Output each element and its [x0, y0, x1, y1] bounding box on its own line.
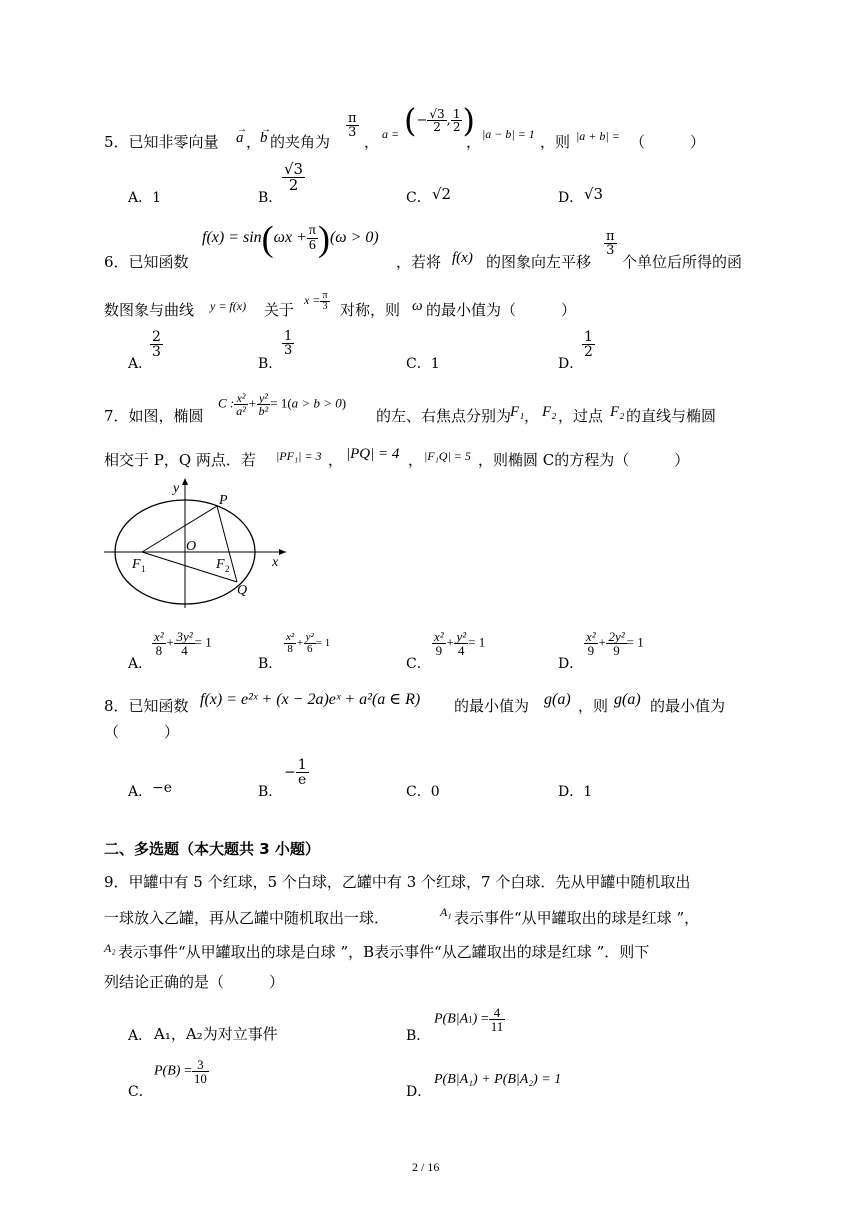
- q9-option-a-value: A₁，A₂为对立事件: [154, 1025, 278, 1043]
- q5-abs-diff: |a − b| = 1: [482, 127, 535, 141]
- document-page: 5．已知非零向量 → a ， → b 的夹角为 $\frac{\pi}{3}$ ， a = (− $\frac{√3}{2}$ , $\frac{1}{2}$ ) ， |a − b| = 1 ，则 |a + b| = （ ） A．1 B． $\frac{√3}{2}$ C． √2 D． √3 6．已知函数 f(x) = sin(ωx + $\frac{\pi}{6}$ )(ω > 0) ，若将 f(x) 的图象向左平移 $\frac{\pi}{3}$ 个单位后所得的函 数图象与曲线 y = f(x) 关于 x = $\frac{\pi}{3}$ 对称，则 ω 的最小值为（ ） A． $\frac{2}{3}$ B． $\frac{1}{3}$ C．1 D． $\frac{1}{2}$ 7．如图，椭圆 C : $\frac{\text{x²}}{\text{a²}}$ + $\frac{\text{y²}}{\text{b²}}$ = 1(a > b > 0) 的左、右焦点分别为 F₁ ， F₂ ，过点 F₂ 的直线与椭圆 相交于 P，Q 两点．若 |PF₁| = 3 ， |PQ| = 4 ， |F₁Q| = 5 ，则椭圆 C的方程为（ ） y P O F 1 F 2 x Q A． $\frac{\text{x²}}{8}$ + $\frac{\text{3y²}}{4}$ = 1 B． $\frac{\text{x²}}{8}$ + $\frac{\text{y²}}{6}$ = 1 C． $\frac{\text{x²}}{9}$ + $\frac{\text{y²}}{4}$ = 1 D． $\frac{\text{x²}}{9}$ + $\frac{\text{2y²}}{9}$ = 1 8．已知函数 f(x) = e²ˣ + (x − 2a)eˣ + a²(a ∈ R) 的最小值为 g(a) ，则 g(a) 的最小值为 （ ） A． −e B． − $\frac{1}{e}$ C．0 D．1 二、多选题（本大题共 3 小题） 9．甲罐中有 5 个红球，5 个白球，乙罐中有 3 个红球，7 个白球．先从甲罐中随机取出 一球放入乙罐，再从乙罐中随机取出一球． A₁ 表示事件“从甲罐取出的球是红球 ”， A₂ 表示事件“从甲罐取出的球是白球 ”，B表示事件“从乙罐取出的球是红球 ”．则下 列结论正确的是（ ） A． A₁，A₂为对立事件 B． P(B|A1) = $\frac{4}{11}$ C． P(B) = $\frac{3}{10}$ D． P(B|A₁) + P(B|A₂) = 1 2 / 16: [0, 0, 867, 1227]
- q5-vector-a-def: a =: [382, 127, 400, 141]
- q9-option-d-label: D．: [406, 1084, 432, 1100]
- q6-option-a-label: A．: [128, 356, 153, 372]
- q9-option-b-value: P(B|A1) = $\frac{4}{11}$: [434, 1005, 504, 1034]
- q5-paren: （ ）: [630, 133, 706, 151]
- q9-a1: A₁: [440, 905, 452, 919]
- q8-function: f(x) = e²ˣ + (x − 2a)eˣ + a²(a ∈ R): [200, 691, 421, 708]
- label-y: y: [173, 481, 180, 496]
- label-x: x: [272, 555, 279, 570]
- q5-option-d-value: √3: [584, 185, 604, 203]
- q7-f1q: |F₁Q| = 5: [424, 449, 471, 463]
- q7-option-a-value: $\frac{\text{x²}}{8}$ + $\frac{\text{3y²}}{4}$ = 1: [154, 629, 212, 658]
- q6-line2: 数图象与曲线: [104, 301, 195, 319]
- q7-line2: 相交于 P，Q 两点．若: [104, 451, 256, 469]
- q7-option-d-value: $\frac{\text{x²}}{9}$ + $\frac{\text{2y²}}{9}$ = 1: [586, 629, 644, 658]
- q9-line3: 表示事件“从甲罐取出的球是白球 ”，B表示事件“从乙罐取出的球是红球 ”．则下: [118, 943, 650, 961]
- q6-mid: ，若将: [396, 253, 442, 271]
- q6-shift-frac: $\frac{\pi}{3}$: [606, 229, 615, 258]
- q5-option-c-value: √2: [432, 185, 452, 203]
- q8-stem: 8．已知函数: [104, 697, 189, 715]
- q5-vector-a-value: (− $\frac{√3}{2}$ , $\frac{1}{2}$ ): [404, 101, 475, 140]
- q8-option-c: C．0: [406, 784, 440, 800]
- q5-angle-frac: $\frac{\pi}{3}$: [348, 111, 357, 140]
- q8-option-b-value: − $\frac{1}{e}$: [284, 757, 307, 788]
- label-f1-sub: 1: [141, 564, 146, 574]
- q7-foci-text: 的左、右焦点分别为: [376, 407, 512, 425]
- q8-ga: g(a): [544, 691, 571, 708]
- q6-omega: ω: [412, 298, 423, 314]
- q6-shift-text: 的图象向左平移: [486, 253, 592, 271]
- q9-a2: A₂: [104, 941, 116, 955]
- q8-option-a-label: A．: [128, 784, 153, 800]
- label-q: Q: [237, 583, 248, 598]
- q6-stem: 6．已知函数: [104, 253, 189, 271]
- q9-option-b-label: B．: [406, 1028, 431, 1044]
- q9-option-d-value: P(B|A₁) + P(B|A₂) = 1: [434, 1072, 562, 1087]
- q8-ask: 的最小值为: [650, 697, 726, 715]
- q6-option-c: C．1: [406, 356, 440, 372]
- q9-line4: 列结论正确的是（ ）: [104, 973, 285, 991]
- q8-ga-again: g(a): [614, 691, 641, 708]
- q9-option-c-label: C．: [128, 1084, 153, 1100]
- q8-option-a-value: −e: [152, 780, 173, 796]
- q9-line2a: 一球放入乙罐，再从乙罐中随机取出一球．: [104, 909, 390, 927]
- section-heading-multi-choice: 二、多选题（本大题共 3 小题）: [104, 840, 320, 858]
- q9-option-c-value: P(B) = $\frac{3}{10}$: [154, 1057, 207, 1086]
- q6-option-a-value: $\frac{2}{3}$: [152, 329, 161, 360]
- q6-option-b-label: B．: [258, 356, 283, 372]
- q7-ellipse-figure: [100, 474, 300, 608]
- q7-option-b-value: $\frac{\text{x²}}{8}$ + $\frac{\text{y²}}{6}$ = 1: [286, 631, 331, 655]
- q8-paren: （ ）: [104, 723, 180, 741]
- q6-about: 关于: [264, 301, 295, 319]
- q8-mid: 的最小值为: [454, 697, 530, 715]
- q7-f2-again: F₂: [610, 404, 625, 420]
- q5-option-b-value: $\frac{√3}{2}$: [284, 160, 304, 194]
- q6-tail: 个单位后所得的函: [622, 253, 743, 271]
- q6-fx: f(x): [452, 250, 473, 266]
- q7-pq: |PQ| = 4: [346, 446, 400, 462]
- q7-option-a-label: A．: [128, 656, 153, 672]
- q7-ask: ，则椭圆 C的方程为（ ）: [478, 451, 690, 469]
- label-f1: F: [132, 557, 141, 572]
- q6-curve: y = f(x): [210, 299, 247, 313]
- q5-then: ，则: [540, 133, 571, 151]
- q7-ellipse-eq: C : $\frac{\text{x²}}{\text{a²}}$ + $\frac{\text{y²}}{\text{b²}}$ = 1(a > b > 0): [218, 391, 347, 418]
- q7-option-c-value: $\frac{\text{x²}}{9}$ + $\frac{\text{y²}}{4}$ = 1: [434, 629, 486, 658]
- q5-option-d-label: D．: [558, 190, 584, 206]
- q9-option-a-label: A．: [128, 1028, 153, 1044]
- label-o: O: [186, 539, 197, 554]
- q7-option-b-label: B．: [258, 656, 283, 672]
- x-axis-arrow: [279, 549, 286, 555]
- label-f2-sub: 2: [225, 564, 230, 574]
- q7-stem: 7．如图，椭圆: [104, 407, 204, 425]
- q5-comma: ，: [246, 133, 262, 151]
- q7-option-c-label: C．: [406, 656, 431, 672]
- q6-option-d-label: D．: [558, 356, 584, 372]
- q7-line-text: 的直线与椭圆: [626, 407, 717, 425]
- q7-pf1: |PF₁| = 3: [276, 449, 322, 463]
- q8-then: ，则: [578, 697, 609, 715]
- q6-option-d-value: $\frac{1}{2}$: [584, 329, 593, 360]
- q6-sym: 对称，则: [340, 301, 401, 319]
- q8-option-d: D．1: [558, 784, 593, 800]
- q5-abs-sum: |a + b| =: [576, 129, 620, 143]
- q6-x-eq: x = $\frac{\pi}{3}$: [304, 289, 328, 312]
- page-number: 2 / 16: [412, 1160, 440, 1174]
- q6-function: f(x) = sin(ωx + $\frac{\pi}{6}$ )(ω > 0): [202, 218, 379, 259]
- q9-line2b: 表示事件“从甲罐取出的球是红球 ”，: [454, 909, 700, 927]
- q5-vector-b: → b: [260, 124, 271, 146]
- segment-f1p: [142, 506, 217, 552]
- q5-angle-text: 的夹角为: [270, 133, 331, 151]
- q5-option-b-label: B．: [258, 190, 283, 206]
- label-p: P: [219, 493, 228, 508]
- q5-option-c-label: C．: [406, 190, 431, 206]
- q7-f2: F₂: [542, 404, 557, 420]
- q5-stem: 5．已知非零向量: [104, 133, 219, 151]
- q5-option-a: A．1: [128, 190, 162, 206]
- q6-option-b-value: $\frac{1}{3}$: [284, 329, 293, 358]
- label-f2: F: [216, 557, 225, 572]
- y-axis-arrow: [182, 478, 188, 485]
- q6-min: 的最小值为（ ）: [426, 301, 577, 319]
- q9-line1: 9．甲罐中有 5 个红球，5 个白球，乙罐中有 3 个红球，7 个白球．先从甲罐中随机取出: [104, 873, 691, 891]
- q5-vector-a: → a: [236, 124, 247, 146]
- q7-option-d-label: D．: [558, 656, 584, 672]
- q7-f1: F₁: [510, 404, 525, 420]
- q8-option-b-label: B．: [258, 784, 283, 800]
- q7-through: ，过点: [558, 407, 604, 425]
